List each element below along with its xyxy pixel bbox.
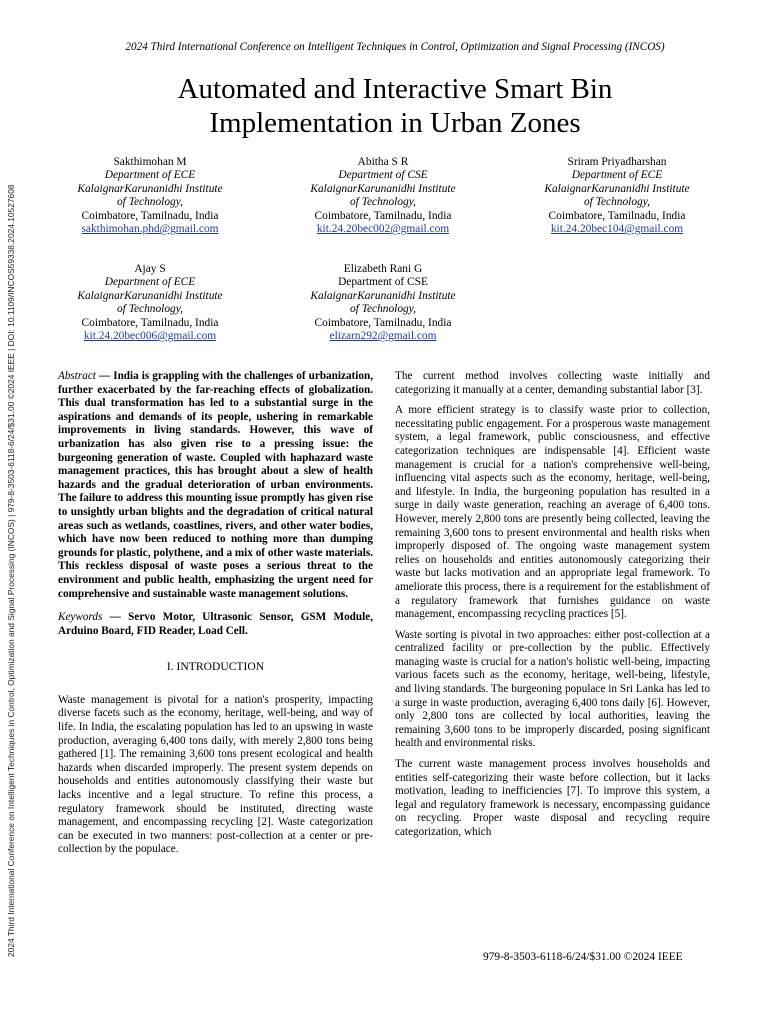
author-name: Abitha S R xyxy=(357,156,409,168)
author-dept: Department of CSE xyxy=(338,276,428,289)
title-line-2: Implementation in Urban Zones xyxy=(209,107,581,139)
author-email-link[interactable]: kit.24.20bec104@gmail.com xyxy=(550,223,684,236)
author-email-link[interactable]: elizarn292@gmail.com xyxy=(329,330,437,343)
author-dept: Department of ECE xyxy=(104,276,196,289)
author-block-3 xyxy=(502,156,732,236)
author-inst: KalaignarKarunanidhi Institute xyxy=(77,289,223,302)
author-name: Sriram Priyadharshan xyxy=(567,156,667,168)
author-city: Coimbatore, Tamilnadu, India xyxy=(314,209,452,222)
author-dept: Department of ECE xyxy=(104,169,196,182)
body-paragraph-4: The current waste management process involves households and entities self-categorizing their waste before collection, but it lacks motivation, leading to inefficiencies [7]. To improve this system, a legal and regulatory framework is necessary, encompassing guidance on recycling. Proper waste disposal and recycling require categorization, which xyxy=(395,758,710,838)
abstract xyxy=(58,370,373,601)
copyright-footer: 979-8-3503-6118-6/24/$31.00 ©2024 IEEE xyxy=(483,951,683,963)
author-name: Elizabeth Rani G xyxy=(343,263,423,275)
keywords-text: — Servo Motor, Ultrasonic Sensor, GSM Module, Arduino Board, FID Reader, Load Cell. xyxy=(58,611,373,637)
paper-title xyxy=(110,72,680,140)
author-city: Coimbatore, Tamilnadu, India xyxy=(81,209,219,222)
author-city: Coimbatore, Tamilnadu, India xyxy=(81,316,219,329)
author-inst: of Technology, xyxy=(349,196,417,209)
author-inst: KalaignarKarunanidhi Institute xyxy=(310,182,456,195)
author-inst: KalaignarKarunanidhi Institute xyxy=(77,182,223,195)
author-dept: Department of ECE xyxy=(571,169,663,182)
author-name: Ajay S xyxy=(134,263,166,275)
body-paragraph-2: A more efficient strategy is to classify waste prior to collection, necessitating public engagement. For a prosperous waste management system, a legal framework, public consciousness, and effective categorization techniques are indispensable [4]. Efficient waste management is crucial for a nation's comprehensive well-being, influencing vital aspects such as the economy, heritage, well-being, and lifestyle. In India, the burgeoning population has resulted in a surge in daily waste generation, reaching an average of 6,400 tons. However, merely 2,800 tons are presently being collected, leaving the remaining 3,600 tons to present environmental and health risks when improperly disposed of. The ongoing waste management system relies on households and entities autonomously categorizing their waste but lacks motivation and an appropriate legal framework. To ameliorate this process, there is a requirement for the establishment of a regulatory framework that furnishes guidance on waste management, encompassing recycling practices [5]. xyxy=(395,404,710,621)
keywords xyxy=(58,611,373,638)
author-name: Sakthimohan M xyxy=(113,156,187,168)
author-block-5 xyxy=(268,263,498,343)
side-citation-strip: 2024 Third International Conference on Intelligent Techniques in Control, Optimization and Signal Processing (INCOS) | 979-8-3503-6118-6/24/$31.00 ©2024 IEEE | DOI: 10.1109/INCOS59338.2024.10527608 xyxy=(6,184,16,957)
body-paragraph-1: The current method involves collecting waste initially and categorizing it manually at a center, demanding substantial labor [3]. xyxy=(395,370,710,396)
author-inst: of Technology, xyxy=(583,196,651,209)
author-email-link[interactable]: sakthimohan.phd@gmail.com xyxy=(81,223,219,236)
abstract-label: Abstract xyxy=(58,370,96,382)
author-inst: of Technology, xyxy=(116,303,184,316)
conference-header: 2024 Third International Conference on Intelligent Techniques in Control, Optimization and Signal Processing (INCOS) xyxy=(125,41,665,53)
author-email-link[interactable]: kit.24.20bec006@gmail.com xyxy=(83,330,217,343)
keywords-label: Keywords xyxy=(58,611,103,624)
author-city: Coimbatore, Tamilnadu, India xyxy=(314,316,452,329)
author-inst: of Technology, xyxy=(349,303,417,316)
right-column xyxy=(395,370,710,847)
author-email-link[interactable]: kit.24.20bec002@gmail.com xyxy=(316,223,450,236)
title-line-1: Automated and Interactive Smart Bin xyxy=(177,73,613,105)
section-heading: I. INTRODUCTION xyxy=(166,660,265,674)
intro-paragraph: Waste management is pivotal for a nation's prosperity, impacting diverse facets such as the economy, heritage, well-being, and way of life. In India, the escalating population has led to an upswing in waste production, averaging 6,400 tons daily, with merely 2,800 tons being gathered [1]. The remaining 3,600 tons present ecological and health hazards when discarded improperly. The present system depends on households and entities autonomously classifying their waste but lacks incentive and a legal structure. To refine this process, a regulatory framework should be instituted, directing waste management, and encompassing recycling [2]. Waste categorization can be executed in two manners: post-collection at a center or pre-collection by the populace. xyxy=(58,693,373,856)
author-inst: KalaignarKarunanidhi Institute xyxy=(310,289,456,302)
left-column xyxy=(58,370,373,864)
author-dept: Department of CSE xyxy=(338,169,428,182)
author-inst: KalaignarKarunanidhi Institute xyxy=(544,182,690,195)
author-block-1 xyxy=(35,156,265,236)
body-paragraph-3: Waste sorting is pivotal in two approaches: either post-collection at a centralized facility or pre-collection by the public. Effectively managing waste is crucial for a nation's holistic well-being, impacting various facets such as the economy, heritage, well-being, lifestyle, and living standards. The burgeoning populace in Sri Lanka has led to a surge in waste production, averaging 6,400 tons daily [6]. However, only 2,800 tons are collected by local authorities, leaving the remaining 3,600 tons to be improperly discarded, posing significant health and environmental risks. xyxy=(395,628,710,750)
author-block-4 xyxy=(35,263,265,343)
abstract-text: — India is grappling with the challenges of urbanization, further exacerbated by the far-reaching effects of globalization. This dual transformation has led to a substantial surge in the aspirations and demands of its people, ushering in remarkable improvements in living standards. However, this wave of urbanization has also given rise to a pressing issue: the burgeoning generation of waste. Coupled with haphazard waste management practices, this has brought about a slew of health hazards and the gradual deterioration of urban environments. The failure to address this mounting issue promptly has given rise to unsightly urban blights and the degradation of critical natural areas such as wetlands, coastlines, rivers, and other water bodies, which have now been reduced to nothing more than dumping grounds for plastic, polythene, and a mix of other waste materials. This reckless disposal of waste poses a serious threat to the environment and public health, emphasizing the urgent need for comprehensive and sustainable waste management solutions. xyxy=(58,370,373,600)
author-city: Coimbatore, Tamilnadu, India xyxy=(548,209,686,222)
author-inst: of Technology, xyxy=(116,196,184,209)
author-block-2 xyxy=(268,156,498,236)
